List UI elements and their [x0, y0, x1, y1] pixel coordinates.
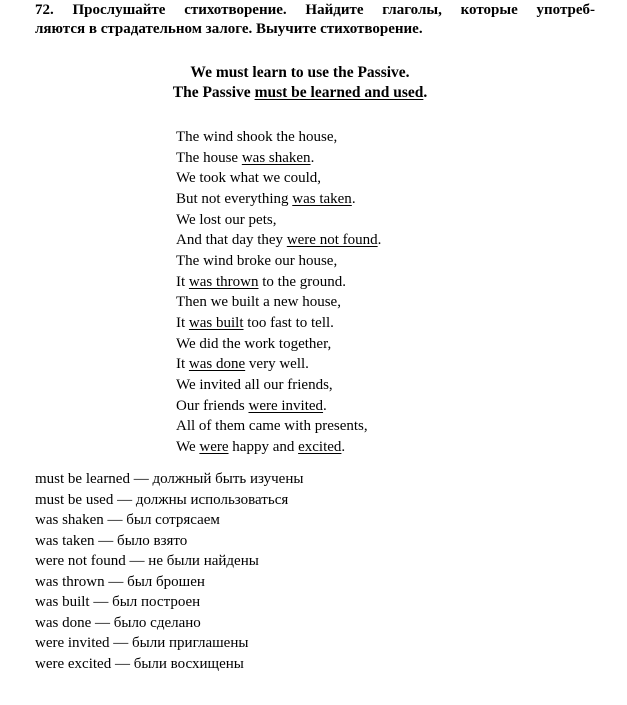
glossary-entry: was thrown — был брошен: [35, 573, 205, 590]
poem-heading: [0, 63, 600, 103]
glossary-entry: must be used — должны использоваться: [35, 491, 289, 508]
passive-verb: were invited: [248, 397, 324, 414]
poem-line: But not everything was taken.: [176, 190, 356, 207]
passive-verb: was built: [188, 314, 244, 331]
poem-line: It was thrown to the ground.: [176, 273, 346, 290]
heading-line-2-prefix: The Passive: [172, 84, 255, 101]
passive-verb: excited: [298, 438, 342, 455]
poem-line: We lost our pets,: [176, 211, 277, 228]
poem-line: The house was shaken.: [176, 149, 315, 166]
glossary-entry: was shaken — был сотрясаем: [35, 512, 220, 529]
glossary-entry: was taken — было взято: [35, 532, 188, 549]
translation-glossary: [35, 469, 303, 674]
passive-verb: was shaken: [241, 149, 311, 166]
poem-line: And that day they were not found.: [176, 232, 382, 249]
task-line-1: 72. Прослушайте стихотворение. Найдите глаголы, которые употреб-: [35, 2, 595, 18]
passive-verb: were: [199, 438, 229, 455]
glossary-entry: were excited — были восхищены: [35, 655, 244, 672]
glossary-entry: was done — было сделано: [35, 614, 201, 631]
poem-line: All of them came with presents,: [176, 418, 368, 435]
passive-verb: were not found: [286, 232, 378, 249]
heading-line-2-suffix: .: [423, 84, 428, 101]
passive-verb: was done: [188, 356, 246, 373]
poem-line: It was built too fast to tell.: [176, 314, 334, 331]
glossary-entry: were invited — были приглашены: [35, 635, 249, 652]
poem-line: We invited all our friends,: [176, 376, 333, 393]
poem-line: It was done very well.: [176, 356, 309, 373]
glossary-entry: was built — был построен: [35, 594, 201, 611]
poem-line: The wind broke our house,: [176, 252, 338, 269]
heading-line-1: We must learn to use the Passive.: [190, 64, 410, 81]
poem-line: We were happy and excited.: [176, 438, 346, 455]
passive-verb: was taken: [292, 190, 352, 207]
poem-line: Our friends were invited.: [176, 397, 327, 414]
poem-line: We did the work together,: [176, 335, 332, 352]
glossary-entry: must be learned — должный быть изучены: [35, 471, 304, 487]
glossary-entry: were not found — не были найдены: [35, 553, 259, 570]
task-line-2: ляются в страдательном залоге. Выучите стихотворение.: [35, 21, 423, 37]
heading-line-2: [0, 83, 600, 103]
poem-line: We took what we could,: [176, 170, 322, 187]
poem-line: The wind shook the house,: [176, 129, 338, 145]
poem: [176, 127, 381, 458]
poem-line: Then we built a new house,: [176, 294, 341, 311]
heading-passive-phrase: must be learned and used: [254, 84, 424, 101]
passive-verb: was thrown: [188, 273, 259, 290]
task-instruction: [35, 1, 595, 39]
